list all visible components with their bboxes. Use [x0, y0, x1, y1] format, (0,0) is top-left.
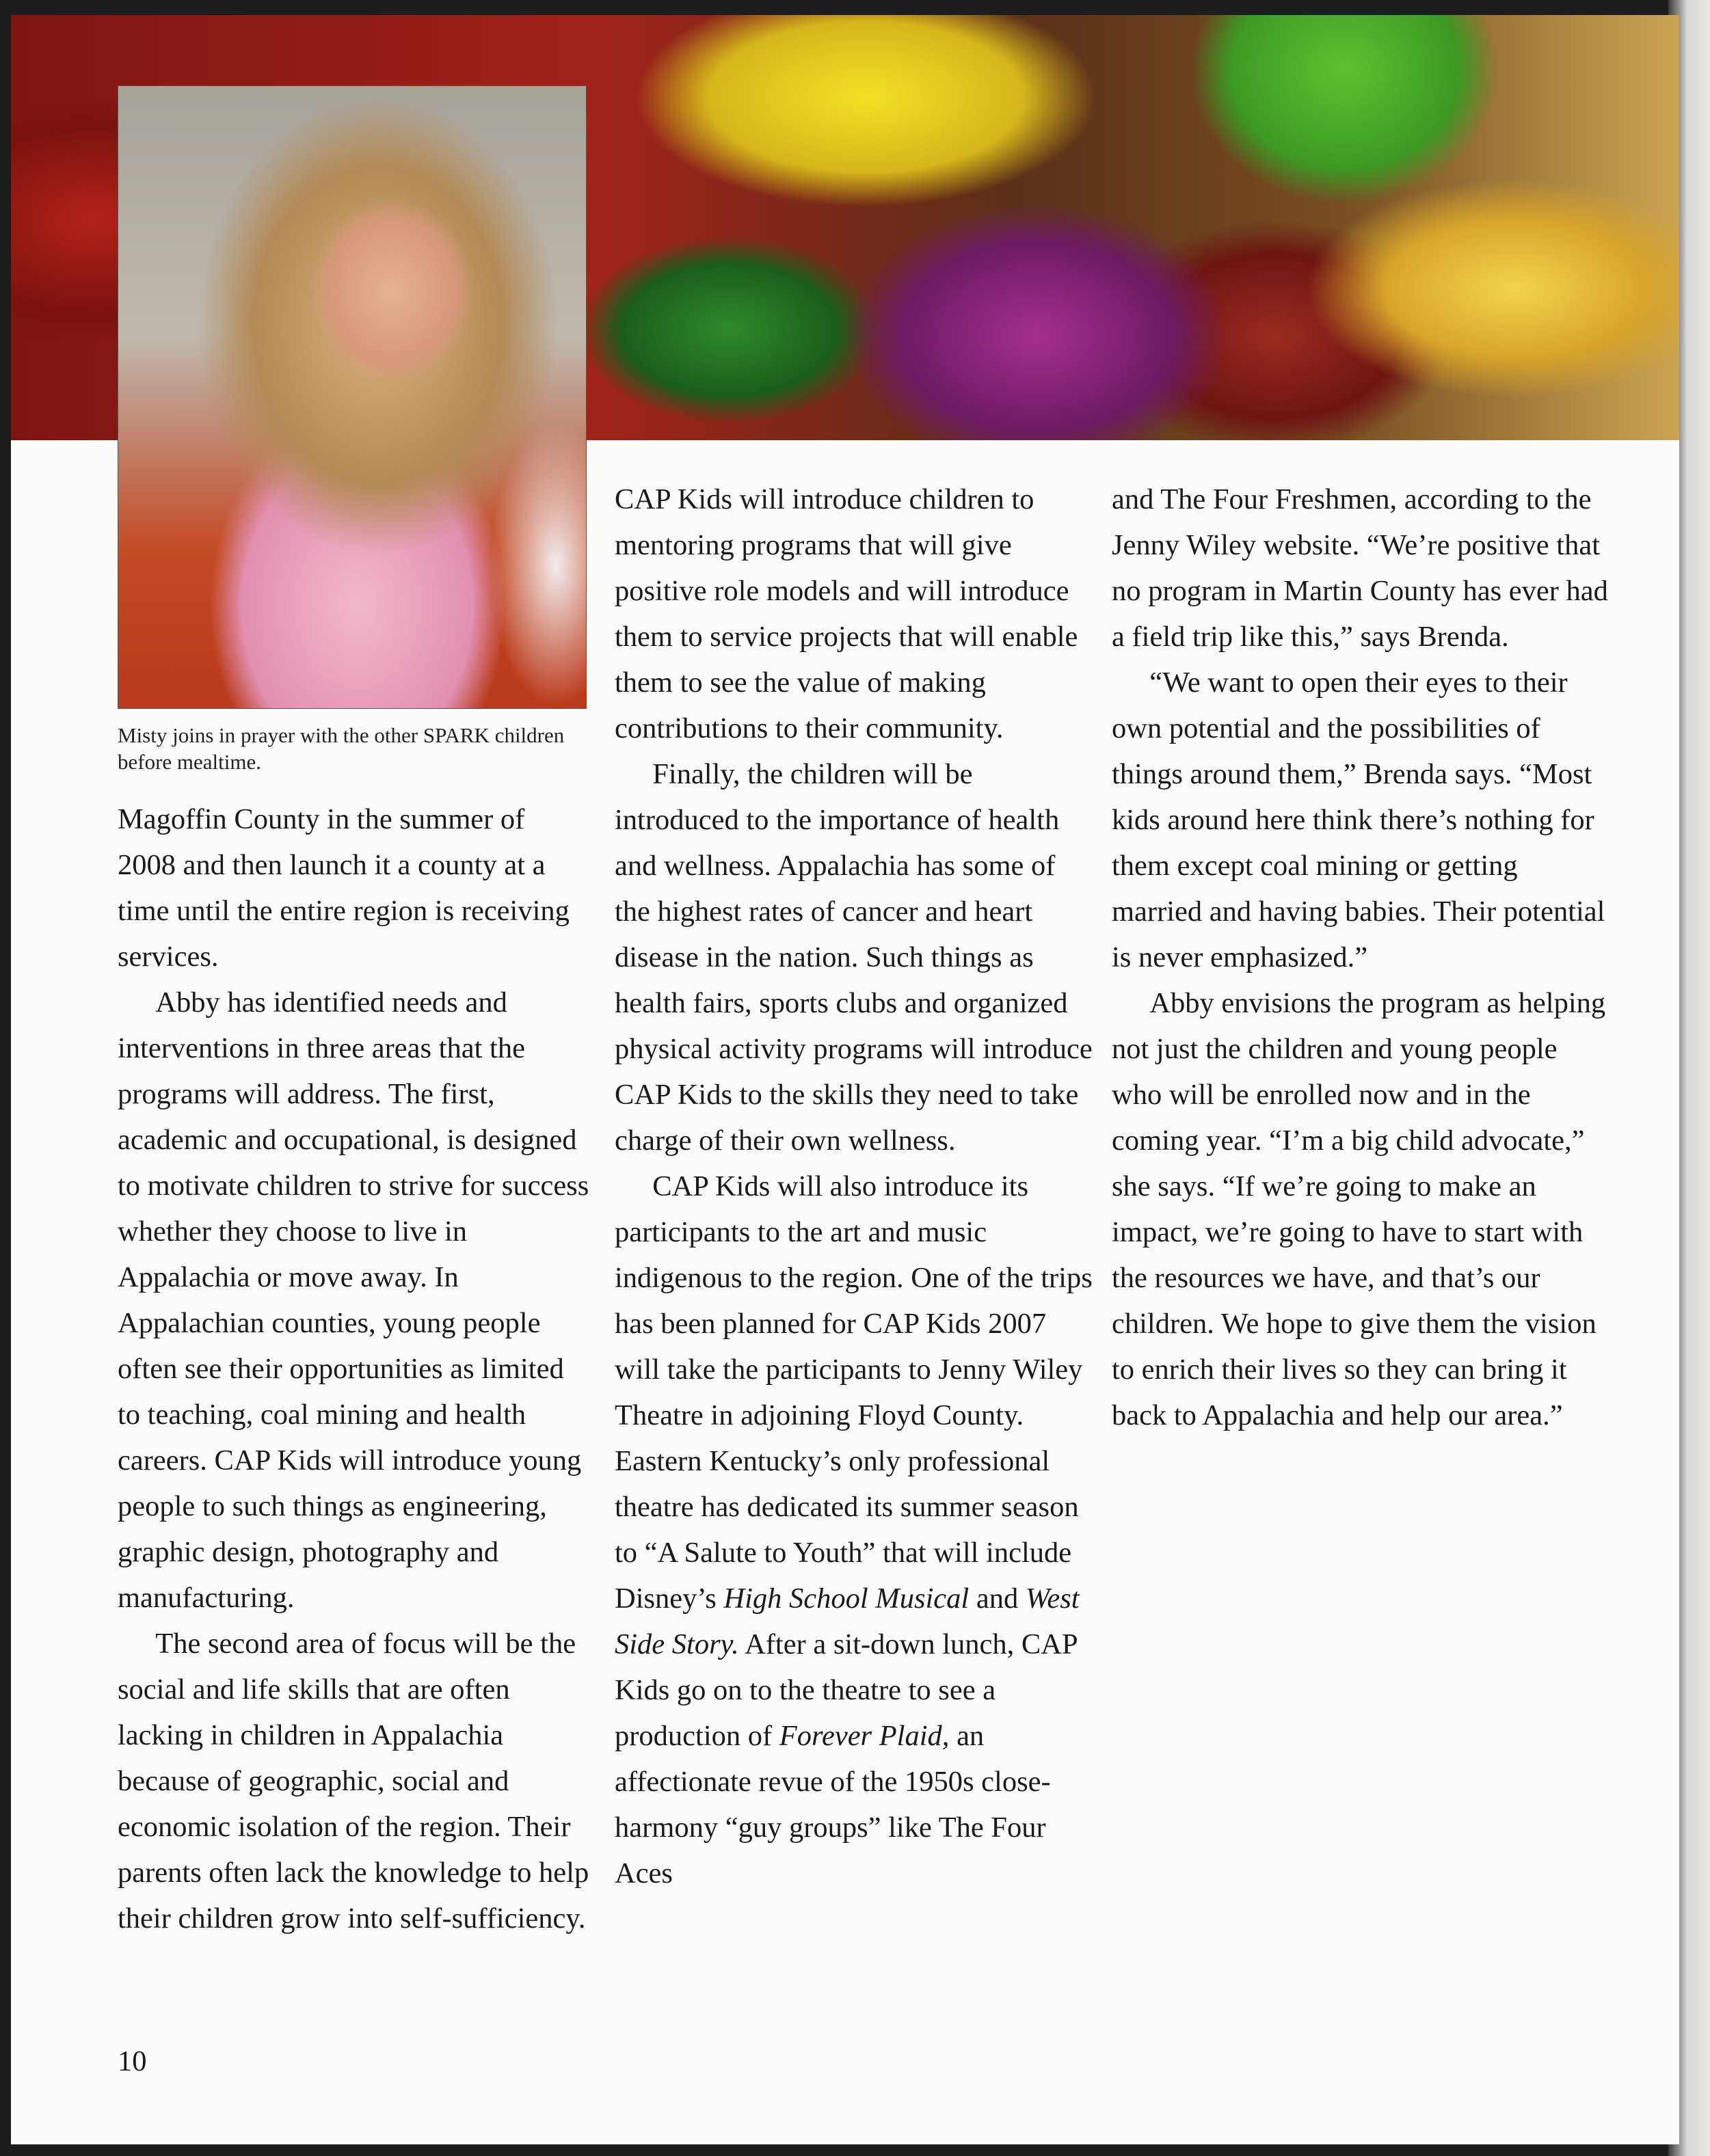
paragraph: “We want to open their eyes to their own potential and the possibilities of things around them,” Brenda says. “Most kids around here think there’s nothing for them except coal mining or getting married and having babies. Their potential is never emphasized.”	[1112, 666, 1605, 973]
text-run: an affectionate revue of the 1950s close-harmony “guy groups” like The Four Aces	[615, 1720, 1051, 1889]
italic-title: Forever Plaid,	[779, 1720, 950, 1752]
paragraph: Magoffin County in the summer of 2008 and then launch it a county at a time until the entire region is receiving services.	[118, 803, 570, 973]
italic-title: High School Musical	[723, 1582, 970, 1615]
magazine-page	[11, 15, 1679, 2144]
paragraph: Abby has identified needs and interventions in three areas that the programs will address. The first, academic and occupational, is designed to motivate children to strive for success whether they choose to live in Appalachia or move away. In Appalachian counties, young people often see their opportunities as limited to teaching, coal mining and health careers. CAP Kids will introduce young people to such things as engineering, graphic design, photography and manufacturing.	[118, 986, 589, 1614]
paragraph: Finally, the children will be introduced to the importance of health and wellness. Appalachia has some of the highest rates of cancer and heart disease in the nation. Such things as health fairs, sports clubs and organized physical activity programs will introduce CAP Kids to the skills they need to take charge of their own wellness.	[615, 758, 1093, 1157]
paragraph	[615, 1163, 1093, 1896]
photo-caption: Misty joins in prayer with the other SPARK children before mealtime.	[118, 723, 565, 774]
italic-title: West Side Story.	[615, 1582, 1080, 1660]
paragraph: CAP Kids will introduce children to mentoring programs that will give positive role models and will introduce them to service projects that will enable them to see the value of making contributions to their community.	[615, 483, 1078, 744]
paragraph: and The Four Freshmen, according to the Jenny Wiley website. “We’re positive that no program in Martin County has ever had a field trip like this,” says Brenda.	[1112, 483, 1608, 653]
text-run: and	[969, 1582, 1026, 1615]
text-column-2	[615, 476, 1093, 1896]
text-column-1	[118, 796, 589, 1941]
text-run: CAP Kids will also introduce its participants to the art and music indigenous to the region. One of the trips has been planned for CAP Kids 2007 will take the participants to Jenny Wiley Theatre in adjoining Floyd County. Eastern Kentucky’s only professional theatre has dedicated its summer season to “A Salute to Youth” that will include Disney’s	[615, 1170, 1093, 1615]
text-run: After a sit-down lunch, CAP Kids go on to the theatre to see a production of	[615, 1628, 1078, 1752]
paragraph: Abby envisions the program as helping not just the children and young people who will be enrolled now and in the coming year. “I’m a big child advocate,” she says. “If we’re going to make an impact, we’re going to have to start with the resources we have, and that’s our children. We hope to give them the vision to enrich their lives so they can bring it back to Appalachia and help our area.”	[1112, 987, 1606, 1431]
page-number: 10	[118, 2045, 147, 2077]
text-column-3	[1112, 476, 1611, 1438]
girl-praying-photo	[118, 85, 587, 709]
paragraph: The second area of focus will be the social and life skills that are often lacking in children in Appalachia because of geographic, social and economic isolation of the region. Their parents often lack the knowledge to help their children grow into self-sufficiency.	[118, 1628, 589, 1935]
